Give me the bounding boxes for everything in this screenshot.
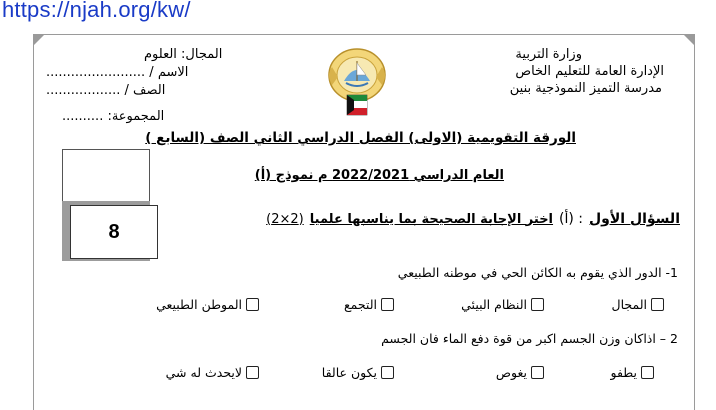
q2-text: 2 – اذاكان وزن الجسم اكبر من قوة دفع الماء فان الجسم — [381, 331, 678, 346]
q1-text: 1- الدور الذي يقوم به الكائن الحي في موطنه الطبيعي — [397, 265, 678, 280]
q2-option-3[interactable] — [322, 365, 394, 380]
q2-option-2[interactable] — [496, 365, 544, 380]
q2-option-1[interactable] — [610, 365, 654, 380]
checkbox[interactable] — [651, 298, 664, 311]
grade-value-box — [70, 205, 158, 259]
department-name: الإدارة العامة للتعليم الخاص — [515, 64, 664, 79]
subject-label: المجال: العلوم — [144, 47, 223, 62]
question1-label: السؤال الأول — [589, 211, 680, 227]
group-field[interactable]: المجموعة: .......... — [62, 109, 165, 124]
q1-option-2[interactable] — [461, 297, 544, 312]
question1-instruction: اختر الإجابة الصحيحة بما يناسبها علميا — [309, 211, 554, 227]
worksheet-page — [33, 34, 695, 410]
checkbox[interactable] — [246, 366, 259, 379]
source-url[interactable]: https://njah.org/kw/ — [2, 0, 191, 22]
corner-mark-left — [34, 35, 44, 45]
option-label: الموطن الطبيعي — [156, 297, 242, 312]
q1-option-4[interactable] — [156, 297, 259, 312]
q1-option-1[interactable] — [612, 297, 664, 312]
checkbox[interactable] — [531, 298, 544, 311]
option-label: يكون عالقا — [321, 365, 377, 380]
class-field[interactable]: الصف / .................. — [46, 83, 166, 98]
option-label: التجمع — [343, 297, 377, 312]
checkbox[interactable] — [531, 366, 544, 379]
question1-part: : (أ) — [559, 211, 584, 227]
option-label: لايحدث له شي — [165, 365, 242, 380]
q2-option-4[interactable] — [166, 365, 259, 380]
school-name: مدرسة التميز النموذجية بنين — [509, 81, 662, 96]
checkbox[interactable] — [641, 366, 654, 379]
option-label: يغوص — [495, 365, 527, 380]
checkbox[interactable] — [381, 366, 394, 379]
academic-year: العام الدراسي 2022/2021 م نموذج (أ) — [254, 168, 504, 183]
grade-box-empty — [62, 149, 150, 209]
corner-mark-right — [684, 35, 694, 45]
kuwait-emblem-icon — [324, 45, 390, 123]
q1-option-3[interactable] — [344, 297, 394, 312]
option-label: يطفو — [610, 365, 637, 380]
student-name-field[interactable]: الاسم / ........................ — [46, 65, 189, 80]
option-label: المجال — [611, 297, 647, 312]
question1-heading — [266, 211, 680, 227]
question1-marks: (2×2) — [266, 211, 304, 227]
checkbox[interactable] — [381, 298, 394, 311]
checkbox[interactable] — [246, 298, 259, 311]
grade-value: 8 — [108, 220, 120, 243]
ministry-name: وزارة التربية — [515, 47, 582, 62]
worksheet-title: الورقة التقويمية (الاولى) الفصل الدراسي الثاني الصف (السابع ) — [145, 130, 576, 146]
option-label: النظام البيئي — [461, 297, 527, 312]
